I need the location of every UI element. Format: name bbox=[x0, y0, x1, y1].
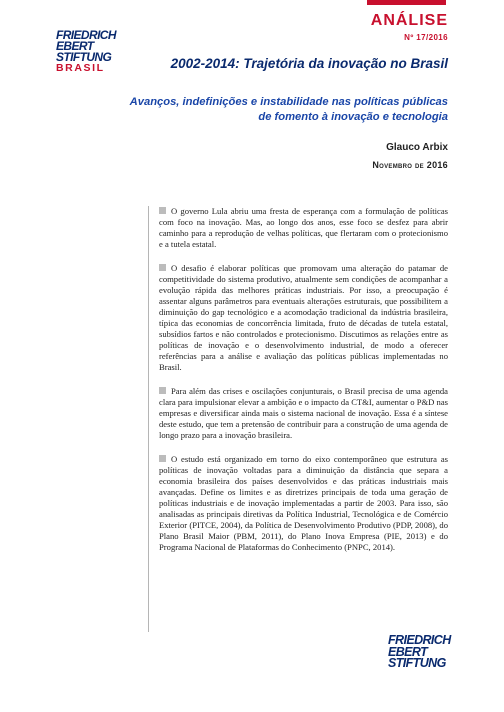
square-bullet-icon bbox=[159, 207, 166, 214]
square-bullet-icon bbox=[159, 387, 166, 394]
logo-line: EBERT bbox=[388, 644, 428, 659]
document-title: 2002-2014: Trajetória da inovação no Brasil bbox=[170, 56, 448, 71]
summary-paragraph bbox=[159, 386, 448, 441]
logo-line: EBERT bbox=[56, 39, 94, 54]
square-bullet-icon bbox=[159, 455, 166, 462]
publication-date: Novembro de 2016 bbox=[372, 160, 448, 170]
logo-line: FRIEDRICH bbox=[56, 28, 116, 42]
summary-text: Para além das crises e oscilações conjunturais, o Brasil precisa de uma agenda clara para impulsionar elevar a ambição e o impacto da CT&I, aumentar o P&D nas empresas e diversificar ainda mais o sistema nacional de inovação. Essa é a síntese deste estudo, que tem a pretensão de contribuir para a construção de uma agenda de longo prazo para a inovação brasileira. bbox=[159, 386, 448, 440]
fes-logo-top bbox=[56, 30, 126, 74]
issue-number: Nº 17/2016 bbox=[404, 33, 448, 42]
logo-line: STIFTUNG bbox=[388, 656, 446, 670]
square-bullet-icon bbox=[159, 264, 166, 271]
summary-text: O estudo está organizado em torno do eixo contemporâneo que estrutura as políticas de inovação voltadas para a diminuição da distância que separa a economia brasileira dos países desenvolvidos e das práticas industriais mais avançadas. Define os limites e as diretrizes principais de toda uma geração de políticas industriais e de inovação implementadas a partir de 2003. Para isso, são analisadas as principais diretivas da Política Industrial, Tecnológica e de Comércio Exterior (PITCE, 2004), da Política de Desenvolvimento Produtivo (PDP, 2008), do Plano Brasil Maior (PBM, 2011), do Plano Inova Empresa (PIE, 2013) e do Programa Nacional de Plataformas do Conhecimento (PNPC, 2014). bbox=[159, 454, 448, 552]
logo-line: FRIEDRICH bbox=[388, 633, 451, 647]
summary-paragraph bbox=[159, 263, 448, 373]
document-subtitle: Avanços, indefinições e instabilidade nas políticas públicas de fomento à inovação e tecnologia bbox=[129, 96, 448, 123]
series-label: ANÁLISE bbox=[370, 12, 448, 29]
summary-paragraph bbox=[159, 454, 448, 553]
summary-paragraph bbox=[159, 206, 448, 250]
summary-text: O desafio é elaborar políticas que promovam uma alteração do patamar de competitividade do sistema produtivo, atualmente sem condições de acompanhar a evolução rápida das melhores práticas industriais. Por isso, a preocupação é assentar alguns parâmetros para eventuais alterações estruturais, que possibilitem a diminuição do gap tecnológico e a acomodação tradicional da indústria brasileira, típica das economias de concorrência limitada, fruto de décadas de tutela estatal, subsídios fartos e não controlados e protecionismo. Discutimos as relações entre as políticas de inovação e o desenvolvimento industrial, de modo a oferecer referências para a análise e avaliação das políticas públicas implementadas no Brasil. bbox=[159, 263, 448, 372]
summary-text: O governo Lula abriu uma fresta de esperança com a formulação de políticas com foco na inovação. Mas, ao longo dos anos, esse foco se desfez para abrir caminho para a reprodução de velhas políticas, que flertaram com o protecionismo e a tutela estatal. bbox=[159, 206, 448, 249]
fes-logo-bottom bbox=[388, 635, 451, 670]
summary-box bbox=[148, 206, 448, 632]
logo-country: BRASIL bbox=[56, 62, 105, 75]
logo-line: STIFTUNG bbox=[56, 50, 112, 65]
top-accent-bar bbox=[367, 0, 446, 5]
author-name: Glauco Arbix bbox=[386, 142, 448, 153]
